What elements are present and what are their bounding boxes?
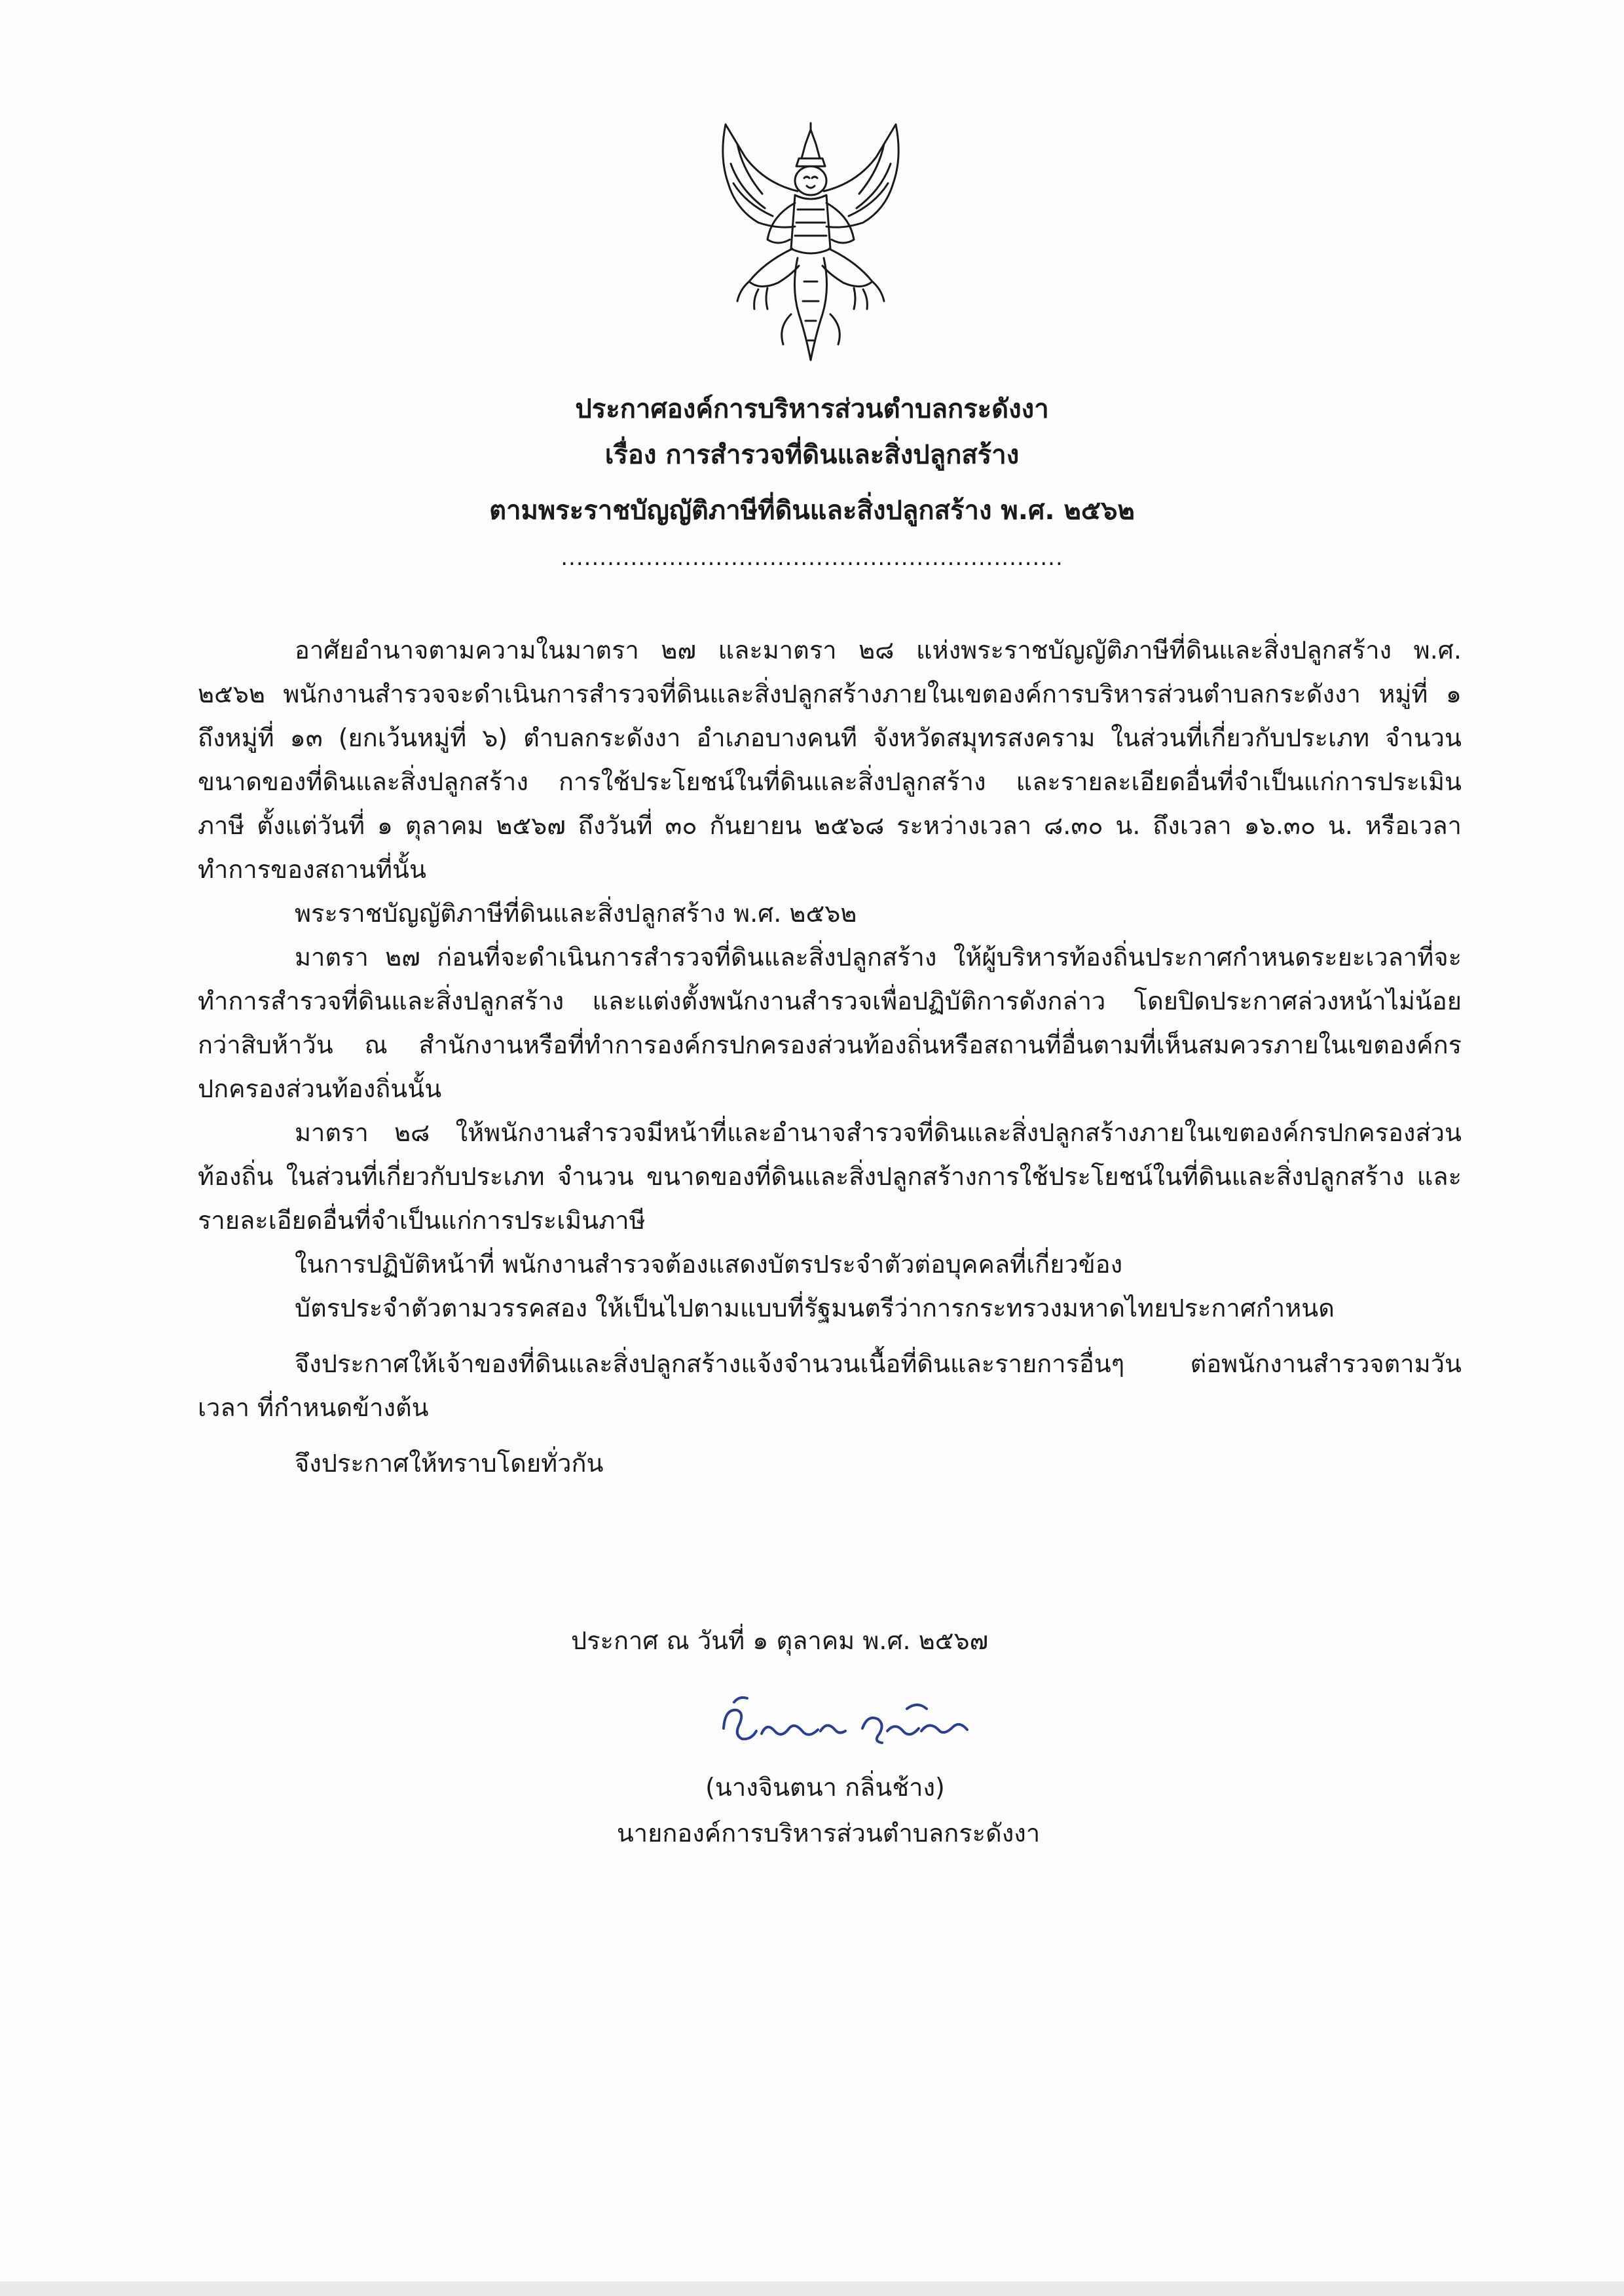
announcement-subject: เรื่อง การสำรวจที่ดินและสิ่งปลูกสร้าง bbox=[604, 440, 1020, 470]
paragraph-notice-owners: จึงประกาศให้เจ้าของที่ดินและสิ่งปลูกสร้างแจ้งจำนวนเนื้อที่ดินและรายการอื่นๆ ต่อพนักงานสำรวจตามวัน เวลา ที่กำหนดข้างต้น bbox=[198, 1349, 1462, 1422]
paragraph-closing: จึงประกาศให้ทราบโดยทั่วกัน bbox=[295, 1449, 604, 1478]
handwritten-signature bbox=[710, 1683, 986, 1761]
garuda-emblem-icon bbox=[699, 118, 922, 373]
scan-bottom-edge bbox=[0, 2282, 1624, 2296]
paragraph-section-27: มาตรา ๒๗ ก่อนที่จะดำเนินการสำรวจที่ดินและสิ่งปลูกสร้าง ให้ผู้บริหารท้องถิ่นประกาศกำหนดระยะเวลาที่จะทำการสำรวจที่ดินและสิ่งปลูกสร้าง และแต่งตั้งพนักงานสำรวจเพื่อปฏิบัติการดังกล่าว โดยปิดประกาศล่วงหน้าไม่น้อยกว่าสิบห้าวัน ณ สำนักงานหรือที่ทำการองค์กรปกครองส่วนท้องถิ่นหรือสถานที่อื่นตามที่เห็นสมควรภายในเขตองค์กรปกครองส่วนท้องถิ่นนั้น bbox=[198, 943, 1462, 1103]
signer-title: นายกองค์การบริหารส่วนตำบลกระดังงา bbox=[616, 1819, 1041, 1848]
paragraph-act-name: พระราชบัญญัติภาษีที่ดินและสิ่งปลูกสร้าง พ.ศ. ๒๕๖๒ bbox=[295, 899, 857, 928]
announcement-title: ประกาศองค์การบริหารส่วนตำบลกระดังงา bbox=[575, 394, 1049, 424]
paragraph-section-28: มาตรา ๒๘ ให้พนักงานสำรวจมีหน้าที่และอำนาจสำรวจที่ดินและสิ่งปลูกสร้างภายในเขตองค์กรปกครองส่วนท้องถิ่น ในส่วนที่เกี่ยวกับประเภท จำนวน ขนาดของที่ดินและสิ่งปลูกสร้างการใช้ประโยชน์ในที่ดินและสิ่งปลูกสร้าง และรายละเอียดอื่นที่จำเป็นแก่การประเมินภาษี bbox=[198, 1118, 1462, 1235]
announcement-body bbox=[198, 629, 1462, 1485]
paragraph-id-card-form: บัตรประจำตัวตามวรรคสอง ให้เป็นไปตามแบบที่รัฐมนตรีว่าการกระทรวงมหาดไทยประกาศกำหนด bbox=[295, 1294, 1335, 1322]
paragraph-authority: อาศัยอำนาจตามความในมาตรา ๒๗ และมาตรา ๒๘ แห่งพระราชบัญญัติภาษีที่ดินและสิ่งปลูกสร้าง พ.ศ. ๒๕๖๒ พนักงานสำรวจจะดำเนินการสำรวจที่ดินและสิ่งปลูกสร้างภายในเขตองค์การบริหารส่วนตำบลกระดังงา หมู่ที่ ๑ ถึงหมู่ที่ ๑๓ (ยกเว้นหมู่ที่ ๖) ตำบลกระดังงา อำเภอบางคนที จังหวัดสมุทรสงคราม ในส่วนที่เกี่ยวกับประเภท จำนวน ขนาดของที่ดินและสิ่งปลูกสร้าง การใช้ประโยชน์ในที่ดินและสิ่งปลูกสร้าง และรายละเอียดอื่นที่จำเป็นแก่การประเมินภาษี ตั้งแต่วันที่ ๑ ตุลาคม ๒๕๖๗ ถึงวันที่ ๓๐ กันยายน ๒๕๖๘ ระหว่างเวลา ๘.๓๐ น. ถึงเวลา ๑๖.๓๐ น. หรือเวลาทำการของสถานที่นั้น bbox=[198, 636, 1462, 884]
header-separator: ................................................................. bbox=[561, 545, 1063, 571]
paragraph-id-card-duty: ในการปฏิบัติหน้าที่ พนักงานสำรวจต้องแสดงบัตรประจำตัวต่อบุคคลที่เกี่ยวข้อง bbox=[295, 1250, 1123, 1279]
signer-name: (นางจินตนา กลิ่นช้าง) bbox=[705, 1773, 945, 1802]
announcement-act-reference: ตามพระราชบัญญัติภาษีที่ดินและสิ่งปลูกสร้าง พ.ศ. ๒๕๖๒ bbox=[489, 496, 1135, 526]
announcement-date: ประกาศ ณ วันที่ ๑ ตุลาคม พ.ศ. ๒๕๖๗ bbox=[571, 1626, 989, 1655]
